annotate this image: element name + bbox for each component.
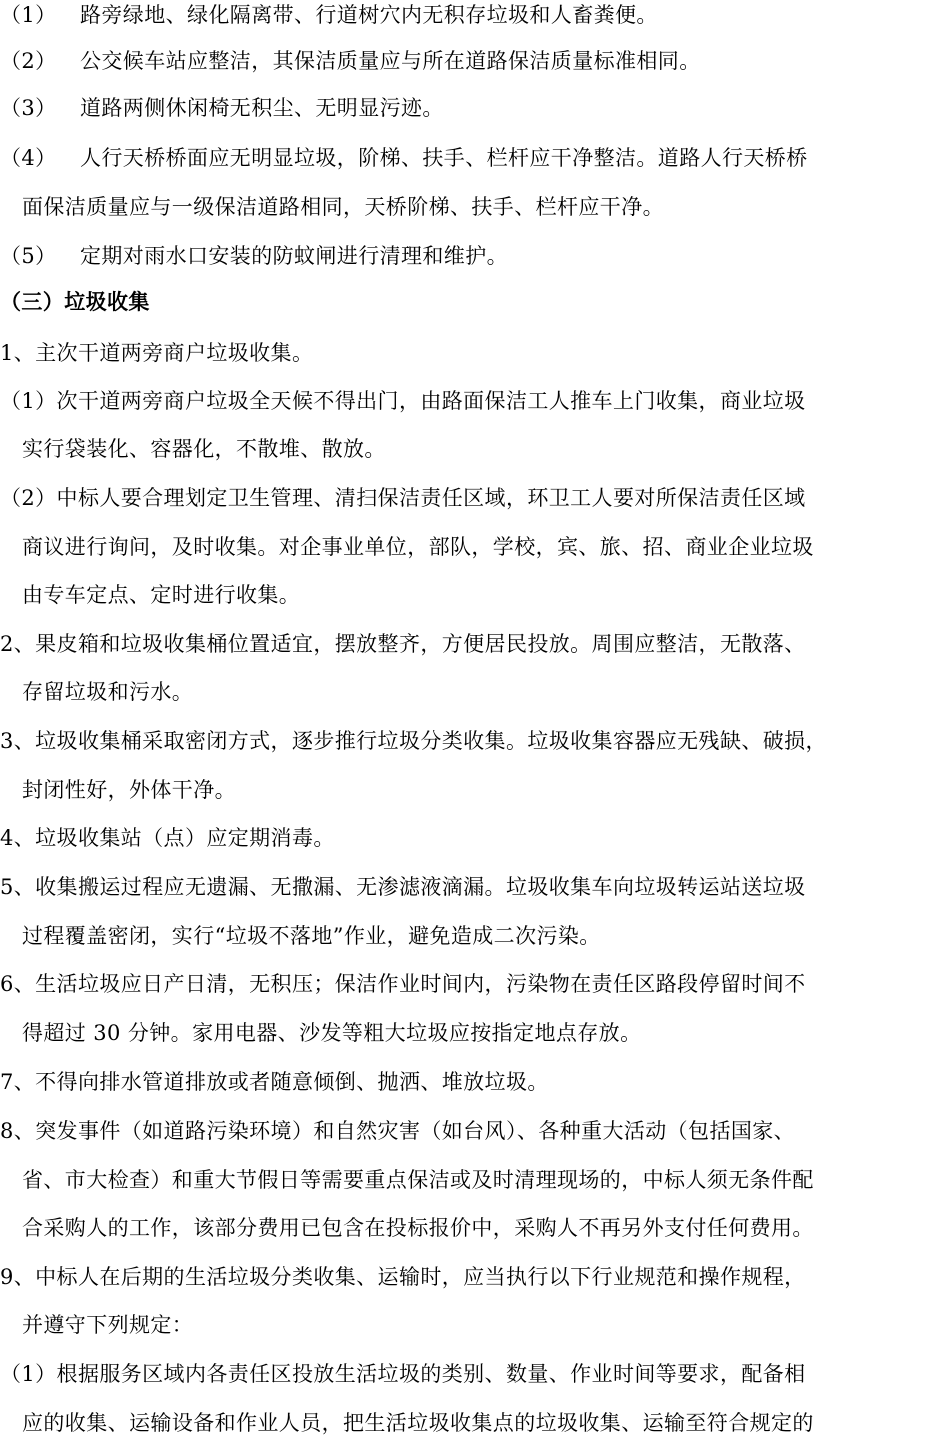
body-line: 省、市大检查）和重大节假日等需要重点保洁或及时清理现场的，中标人须无条件配 — [22, 1168, 814, 1192]
body-line: 4、垃圾收集站（点）应定期消毒。 — [0, 826, 335, 850]
body-line: 7、不得向排水管道排放或者随意倾倒、抛洒、堆放垃圾。 — [0, 1070, 549, 1094]
body-line: 6、生活垃圾应日产日清，无积压；保洁作业时间内，污染物在责任区路段停留时间不 — [0, 972, 806, 996]
body-line: 过程覆盖密闭，实行“垃圾不落地”作业，避免造成二次污染。 — [22, 924, 601, 948]
rule-3 — [0, 93, 444, 123]
rule-text: 公交候车站应整洁，其保洁质量应与所在道路保洁质量标准相同。 — [80, 49, 701, 73]
rule-5 — [0, 241, 508, 271]
body-line: 商议进行询问，及时收集。对企事业单位，部队，学校，宾、旅、招、商业企业垃圾 — [22, 535, 814, 559]
rule-number: （2） — [0, 49, 57, 73]
body-line: （1）根据服务区域内各责任区投放生活垃圾的类别、数量、作业时间等要求，配备相 — [0, 1362, 806, 1386]
body-line: 1、主次干道两旁商户垃圾收集。 — [0, 341, 314, 365]
body-line: 由专车定点、定时进行收集。 — [22, 583, 301, 607]
rule-2 — [0, 46, 701, 76]
rule-number: （3） — [0, 96, 57, 120]
rule-number: （5） — [0, 244, 57, 268]
body-line: 9、中标人在后期的生活垃圾分类收集、运输时，应当执行以下行业规范和操作规程， — [0, 1265, 806, 1289]
rule-text: 人行天桥桥面应无明显垃圾，阶梯、扶手、栏杆应干净整洁。道路人行天桥桥 — [80, 146, 808, 170]
body-line: 并遵守下列规定： — [22, 1313, 194, 1337]
section-heading: （三）垃圾收集 — [0, 290, 150, 314]
rule-text: 道路两侧休闲椅无积尘、无明显污迹。 — [80, 96, 444, 120]
rule-text: 路旁绿地、绿化隔离带、行道树穴内无积存垃圾和人畜粪便。 — [80, 3, 658, 27]
body-line: （1）次干道两旁商户垃圾全天候不得出门，由路面保洁工人推车上门收集，商业垃圾 — [0, 389, 806, 413]
body-line: 8、突发事件（如道路污染环境）和自然灾害（如台风）、各种重大活动（包括国家、 — [0, 1119, 796, 1143]
body-line: 应的收集、运输设备和作业人员，把生活垃圾收集点的垃圾收集、运输至符合规定的 — [22, 1411, 814, 1435]
body-line: （2）中标人要合理划定卫生管理、清扫保洁责任区域，环卫工人要对所保洁责任区域 — [0, 486, 806, 510]
rule-number: （4） — [0, 146, 57, 170]
rule-1 — [0, 0, 658, 30]
body-line: 封闭性好，外体干净。 — [22, 778, 236, 802]
body-line: 实行袋装化、容器化，不散堆、散放。 — [22, 437, 386, 461]
rule-4 — [0, 143, 808, 173]
body-line: 5、收集搬运过程应无遗漏、无撒漏、无渗滤液滴漏。垃圾收集车向垃圾转运站送垃圾 — [0, 875, 806, 899]
body-line: 合采购人的工作，该部分费用已包含在投标报价中，采购人不再另外支付任何费用。 — [22, 1216, 814, 1240]
rule-number: （1） — [0, 3, 57, 27]
rule-4-continuation: 面保洁质量应与一级保洁道路相同，天桥阶梯、扶手、栏杆应干净。 — [22, 195, 664, 219]
body-line: 2、果皮箱和垃圾收集桶位置适宜，摆放整齐，方便居民投放。周围应整洁，无散落、 — [0, 632, 806, 656]
rule-text: 定期对雨水口安装的防蚊闸进行清理和维护。 — [80, 244, 508, 268]
body-line: 3、垃圾收集桶采取密闭方式，逐步推行垃圾分类收集。垃圾收集容器应无残缺、破损， — [0, 729, 827, 753]
body-line: 得超过 30 分钟。家用电器、沙发等粗大垃圾应按指定地点存放。 — [22, 1021, 642, 1045]
body-line: 存留垃圾和污水。 — [22, 680, 194, 704]
